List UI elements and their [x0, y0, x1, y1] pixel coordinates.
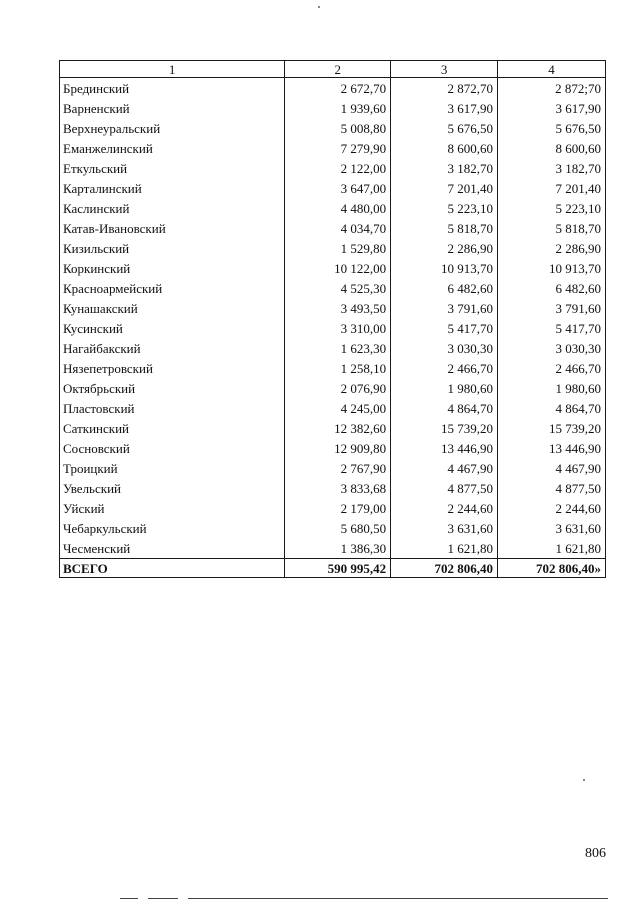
table-row	[60, 438, 606, 458]
total-label: ВСЕГО	[60, 559, 285, 578]
value-cell-col-2: 5 008,80	[285, 118, 391, 138]
value-cell-col-4: 7 201,40	[498, 178, 606, 198]
district-name-cell: Брединский	[60, 78, 285, 99]
district-name-cell: Чебаркульский	[60, 518, 285, 538]
value-cell-col-3: 2 286,90	[391, 238, 498, 258]
value-cell-col-4: 5 417,70	[498, 318, 606, 338]
table-row	[60, 338, 606, 358]
value-cell-col-2: 2 076,90	[285, 378, 391, 398]
value-cell-col-3: 1 621,80	[391, 538, 498, 559]
table-row	[60, 398, 606, 418]
value-cell-col-3: 4 864,70	[391, 398, 498, 418]
district-name-cell: Карталинский	[60, 178, 285, 198]
value-cell-col-2: 2 179,00	[285, 498, 391, 518]
value-cell-col-4: 1 980,60	[498, 378, 606, 398]
column-header-1: 1	[60, 61, 285, 78]
value-cell-col-4: 10 913,70	[498, 258, 606, 278]
district-name-cell: Коркинский	[60, 258, 285, 278]
value-cell-col-4: 4 467,90	[498, 458, 606, 478]
value-cell-col-4: 2 286,90	[498, 238, 606, 258]
district-name-cell: Кусинский	[60, 318, 285, 338]
value-cell-col-2: 1 386,30	[285, 538, 391, 559]
value-cell-col-2: 3 493,50	[285, 298, 391, 318]
value-cell-col-2: 2 122,00	[285, 158, 391, 178]
value-cell-col-4: 1 621,80	[498, 538, 606, 559]
footer-rule	[188, 898, 608, 899]
table-row	[60, 238, 606, 258]
value-cell-col-2: 10 122,00	[285, 258, 391, 278]
column-header-3: 3	[391, 61, 498, 78]
total-row	[60, 559, 606, 578]
value-cell-col-3: 5 223,10	[391, 198, 498, 218]
district-name-cell: Уйский	[60, 498, 285, 518]
value-cell-col-2: 4 480,00	[285, 198, 391, 218]
value-cell-col-4: 3 791,60	[498, 298, 606, 318]
value-cell-col-4: 5 818,70	[498, 218, 606, 238]
table-row	[60, 218, 606, 238]
table-row	[60, 78, 606, 99]
value-cell-col-2: 2 767,90	[285, 458, 391, 478]
district-name-cell: Нязепетровский	[60, 358, 285, 378]
value-cell-col-2: 5 680,50	[285, 518, 391, 538]
table-row	[60, 178, 606, 198]
district-name-cell: Октябрьский	[60, 378, 285, 398]
table-row	[60, 358, 606, 378]
value-cell-col-2: 4 034,70	[285, 218, 391, 238]
district-name-cell: Катав-Ивановский	[60, 218, 285, 238]
total-col-3: 702 806,40	[391, 559, 498, 578]
value-cell-col-4: 4 877,50	[498, 478, 606, 498]
table-row	[60, 258, 606, 278]
total-col-4: 702 806,40»	[498, 559, 606, 578]
value-cell-col-4: 3 030,30	[498, 338, 606, 358]
table-row	[60, 418, 606, 438]
page-number: 806	[585, 846, 606, 861]
table-row	[60, 518, 606, 538]
value-cell-col-4: 2 244,60	[498, 498, 606, 518]
column-header-2: 2	[285, 61, 391, 78]
value-cell-col-3: 2 872,70	[391, 78, 498, 99]
table-row	[60, 458, 606, 478]
value-cell-col-3: 5 417,70	[391, 318, 498, 338]
district-name-cell: Каслинский	[60, 198, 285, 218]
table-row	[60, 318, 606, 338]
value-cell-col-3: 8 600,60	[391, 138, 498, 158]
value-cell-col-3: 2 466,70	[391, 358, 498, 378]
district-name-cell: Верхнеуральский	[60, 118, 285, 138]
value-cell-col-4: 5 223,10	[498, 198, 606, 218]
table-header-row	[60, 61, 606, 78]
value-cell-col-4: 15 739,20	[498, 418, 606, 438]
table-row	[60, 158, 606, 178]
value-cell-col-2: 1 529,80	[285, 238, 391, 258]
value-cell-col-2: 3 647,00	[285, 178, 391, 198]
value-cell-col-2: 4 245,00	[285, 398, 391, 418]
value-cell-col-4: 5 676,50	[498, 118, 606, 138]
value-cell-col-2: 1 939,60	[285, 98, 391, 118]
value-cell-col-2: 3 833,68	[285, 478, 391, 498]
table-row	[60, 138, 606, 158]
value-cell-col-2: 1 623,30	[285, 338, 391, 358]
value-cell-col-3: 7 201,40	[391, 178, 498, 198]
district-name-cell: Саткинский	[60, 418, 285, 438]
value-cell-col-4: 4 864,70	[498, 398, 606, 418]
table-row	[60, 538, 606, 559]
district-name-cell: Красноармейский	[60, 278, 285, 298]
district-name-cell: Варненский	[60, 98, 285, 118]
table-row	[60, 278, 606, 298]
value-cell-col-2: 4 525,30	[285, 278, 391, 298]
footer-rule-fragment	[148, 898, 178, 899]
value-cell-col-3: 5 818,70	[391, 218, 498, 238]
table-row	[60, 298, 606, 318]
districts-table	[59, 60, 606, 578]
table-row	[60, 478, 606, 498]
value-cell-col-2: 1 258,10	[285, 358, 391, 378]
table-row	[60, 378, 606, 398]
value-cell-col-4: 3 631,60	[498, 518, 606, 538]
value-cell-col-3: 3 030,30	[391, 338, 498, 358]
value-cell-col-3: 3 182,70	[391, 158, 498, 178]
district-name-cell: Троицкий	[60, 458, 285, 478]
value-cell-col-3: 4 877,50	[391, 478, 498, 498]
value-cell-col-3: 5 676,50	[391, 118, 498, 138]
district-name-cell: Кизильский	[60, 238, 285, 258]
value-cell-col-4: 2 872;70	[498, 78, 606, 99]
district-name-cell: Кунашакский	[60, 298, 285, 318]
district-name-cell: Еманжелинский	[60, 138, 285, 158]
value-cell-col-4: 6 482,60	[498, 278, 606, 298]
value-cell-col-3: 6 482,60	[391, 278, 498, 298]
table-row	[60, 118, 606, 138]
value-cell-col-3: 2 244,60	[391, 498, 498, 518]
district-name-cell: Увельский	[60, 478, 285, 498]
value-cell-col-4: 13 446,90	[498, 438, 606, 458]
value-cell-col-2: 3 310,00	[285, 318, 391, 338]
table-row	[60, 498, 606, 518]
value-cell-col-3: 15 739,20	[391, 418, 498, 438]
scan-speck	[318, 6, 320, 8]
district-name-cell: Пластовский	[60, 398, 285, 418]
value-cell-col-3: 1 980,60	[391, 378, 498, 398]
value-cell-col-3: 4 467,90	[391, 458, 498, 478]
district-name-cell: Нагайбакский	[60, 338, 285, 358]
table-row	[60, 98, 606, 118]
value-cell-col-3: 3 617,90	[391, 98, 498, 118]
value-cell-col-2: 7 279,90	[285, 138, 391, 158]
value-cell-col-4: 3 182,70	[498, 158, 606, 178]
value-cell-col-3: 13 446,90	[391, 438, 498, 458]
value-cell-col-2: 12 382,60	[285, 418, 391, 438]
column-header-4: 4	[498, 61, 606, 78]
district-name-cell: Еткульский	[60, 158, 285, 178]
value-cell-col-4: 3 617,90	[498, 98, 606, 118]
district-name-cell: Сосновский	[60, 438, 285, 458]
value-cell-col-3: 10 913,70	[391, 258, 498, 278]
value-cell-col-4: 2 466,70	[498, 358, 606, 378]
table-row	[60, 198, 606, 218]
value-cell-col-3: 3 631,60	[391, 518, 498, 538]
value-cell-col-4: 8 600,60	[498, 138, 606, 158]
district-name-cell: Чесменский	[60, 538, 285, 559]
scan-speck	[583, 779, 585, 781]
total-col-2: 590 995,42	[285, 559, 391, 578]
value-cell-col-2: 12 909,80	[285, 438, 391, 458]
footer-rule-fragment	[120, 898, 138, 899]
value-cell-col-2: 2 672,70	[285, 78, 391, 99]
value-cell-col-3: 3 791,60	[391, 298, 498, 318]
